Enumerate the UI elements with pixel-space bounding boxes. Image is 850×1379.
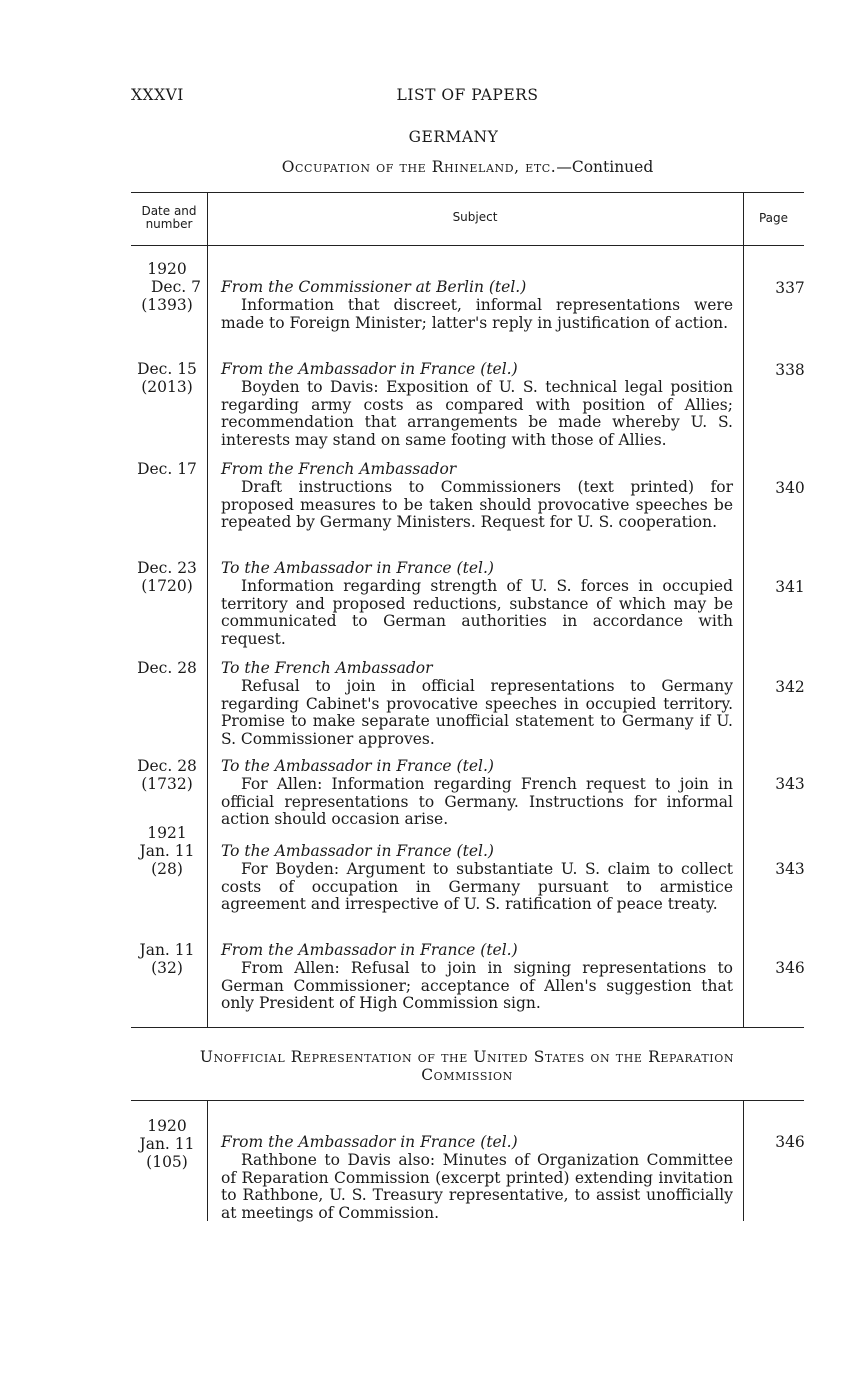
running-head: LIST OF PAPERS [396,86,539,104]
entry-subject [221,560,733,649]
entry-from: From the Ambassador in France [221,941,476,959]
entry-body: Boyden to Davis: Exposition of U. S. technical legal position regarding army costs as compared with position of Allies; recommendation that arrangements be made whereby U. S. interests may stand on same footing with those of Allies. [221,377,733,450]
entry-date [120,758,214,794]
entry-page: 346 [775,959,805,977]
entry-body: From Allen: Refusal to join in signing representations to German Commissioner; acceptance of Allen's suggestion that only President of High Commission sign. [221,958,733,1013]
column-head-date: Date and number [141,204,197,231]
entry-tel: (tel.) [456,757,494,775]
entry-date-text: Dec. 23 [137,559,197,577]
entry-subject [221,279,733,332]
entry-body: For Boyden: Argument to substantiate U. S. claim to collect costs of occupation in Germany pursuant to armistice agreement and irrespective of U. S. ratification of peace treaty. [221,859,733,914]
entry-body: Information regarding strength of U. S. forces in occupied territory and proposed reductions, substance of which may be communicated to German authorities in accordance with request. [221,576,733,649]
entry-page: 346 [775,1133,805,1151]
entry-body: For Allen: Information regarding French request to join in official representations to Germany. Instructions for informal action should occasion arise. [221,774,733,829]
table-top-rule [131,192,804,193]
table2-top-rule [131,1100,804,1101]
entry-body: Rathbone to Davis also: Minutes of Organization Committee of Reparation Commission (excerpt printed) extending invitation to Rathbone, U. S. Treasury representative, to assist unofficially at meetings of Commission. [221,1150,733,1223]
section2-title-line1: Unofficial Representation of the United States on the Reparation [199,1048,735,1066]
entry-from: From the French Ambassador [221,460,457,478]
date-column-divider [207,193,208,1027]
entry-from: From the Commissioner at Berlin [221,278,484,296]
entry-subject [221,1134,733,1223]
entry-date-text: Dec. 7 [151,277,201,296]
entry-subject [221,942,733,1013]
entry-date-text: Jan. 11 [139,941,195,959]
entry-date-text: Jan. 11 [139,841,195,860]
entry-page: 341 [775,578,805,596]
entry-year: 1920 [147,260,187,278]
entry-from: To the Ambassador in France [221,559,452,577]
entry-from: From the Ambassador in France [221,360,476,378]
table-bottom-rule [131,1027,804,1028]
entry-tel: (tel.) [480,941,518,959]
entry-date-text: Dec. 15 [137,360,197,378]
entry-date [120,361,214,397]
entry-date [120,942,214,978]
page-number: XXXVI [131,86,184,104]
column-head-subject: Subject [452,210,498,224]
section-title-text: Occupation of the Rhineland, etc. [281,158,557,176]
page-column-divider [743,193,744,1027]
entry-year: 1920 [147,1117,187,1135]
entry-body: Refusal to join in official representations to Germany regarding Cabinet's provocative speeches in occupied territory. Promise to make separate unofficial statement to Germany if U. S. Commissioner approves. [221,676,733,749]
entry-year: 1921 [147,824,187,842]
entry-date [120,660,214,678]
entry-date-text: Dec. 28 [137,659,197,677]
section2-title-line2: Commission [421,1066,513,1084]
table2-page-column-divider [743,1101,744,1221]
entry-page: 338 [775,361,805,379]
country-heading: GERMANY [408,128,499,146]
entry-subject [221,843,733,914]
entry-tel: (tel.) [456,559,494,577]
entry-date [120,560,214,596]
entry-tel: (tel.) [456,842,494,860]
entry-date [120,825,214,878]
entry-from: To the Ambassador in France [221,842,452,860]
entry-subject [221,461,733,532]
entry-date-text: Jan. 11 [139,1134,195,1153]
entry-date [120,1118,214,1171]
entry-number: (28) [151,859,183,878]
section-title [0,158,850,176]
entry-subject [221,361,733,450]
entry-page: 343 [775,775,805,793]
entry-page: 337 [775,279,805,297]
column-head-page: Page [758,211,789,225]
entry-number: (1720) [141,576,193,595]
entry-number: (1732) [141,774,193,793]
entry-page: 343 [775,860,805,878]
entry-body: Draft instructions to Commissioners (text printed) for proposed measures to be taken should provocative speeches be repeated by Germany Ministers. Request for U. S. cooperation. [221,477,733,532]
entry-page: 342 [775,678,805,696]
table-header-rule [131,245,804,246]
entry-subject [221,660,733,749]
entry-from: To the Ambassador in France [221,757,452,775]
entry-tel: (tel.) [480,1133,518,1151]
section2-title [131,1048,803,1084]
entry-date [120,261,214,314]
entry-tel: (tel.) [480,360,518,378]
entry-page: 340 [775,479,805,497]
entry-subject [221,758,733,829]
entry-date-text: Dec. 17 [137,460,197,478]
entry-body: Information that discreet, informal representations were made to Foreign Minister; latter's reply in justification of action. [221,295,733,332]
entry-from: To the French Ambassador [221,659,433,677]
section-title-suffix: —Continued [556,158,654,176]
entry-number: (105) [146,1152,188,1171]
entry-tel: (tel.) [488,278,527,296]
entry-number: (2013) [141,377,193,396]
entry-number: (32) [151,958,183,977]
entry-number: (1393) [141,295,193,314]
entry-date [120,461,214,479]
entry-date-text: Dec. 28 [137,757,197,775]
entry-from: From the Ambassador in France [221,1133,476,1151]
